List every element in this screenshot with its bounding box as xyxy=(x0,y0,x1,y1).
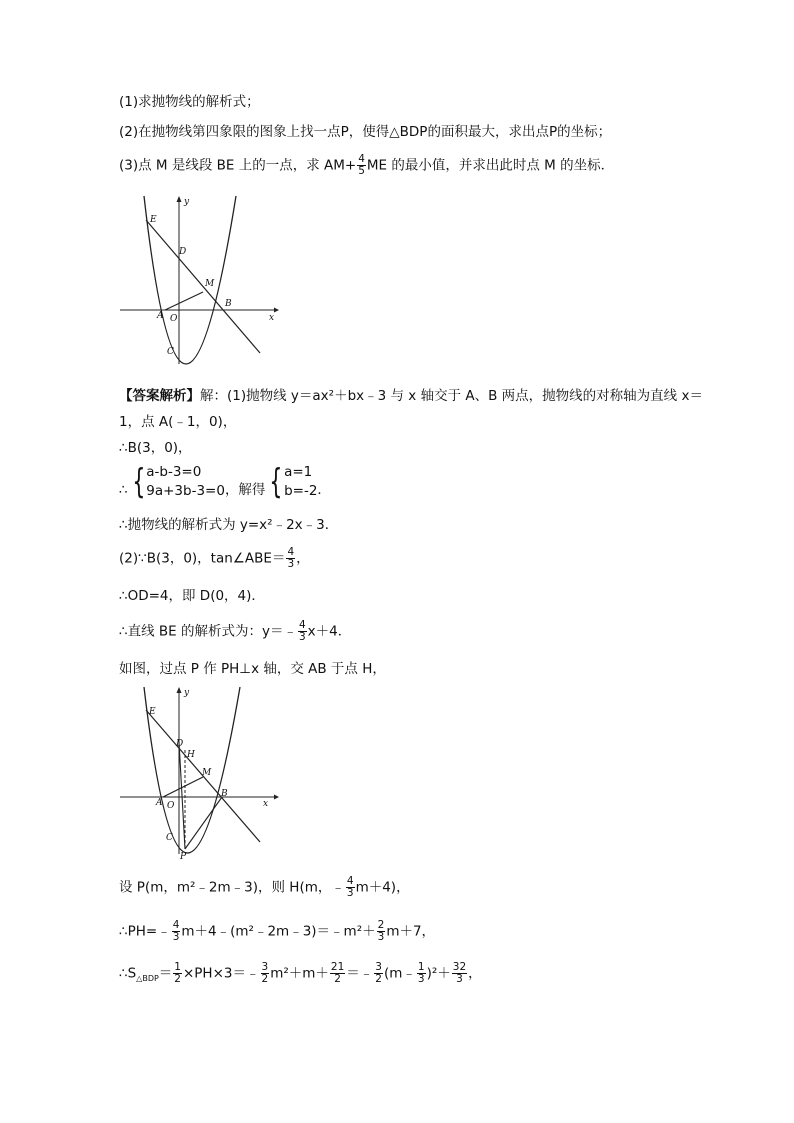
label-A: A xyxy=(157,311,164,321)
fraction-1-3: $\frac{1}{3}$ xyxy=(417,961,425,985)
answer-line-11: ∴PH=﹣ $\frac{4}{3}$ m＋4﹣(m²﹣2m﹣3)＝﹣m²＋ $\frac{2}{3}$ m＋7， xyxy=(119,919,436,943)
answer-line-12: $\therefore S_{\triangle BDP}=$ $\frac{1}{2}$ ×PH×3＝﹣ $\frac{3}{2}$ m²＋m＋ $\frac{21}{2}$ ＝﹣ $\frac{3}{2}$ (m﹣ $\frac{1}{3}$ )²＋ $\frac{32}{3}$ ， xyxy=(119,961,482,985)
answer-line-7: ∴OD=4，即 D(0，4)． xyxy=(119,588,265,604)
fraction-3-2: $\frac{3}{2}$ xyxy=(375,961,382,985)
label-O: O xyxy=(167,801,175,811)
fraction-4-5: $\frac{4}{5}$ xyxy=(358,153,365,177)
label-D: D xyxy=(179,247,187,257)
answer-line-9: 如图，过点 P 作 PH⊥x 轴，交 AB 于点 H， xyxy=(119,661,386,677)
label-A: A xyxy=(156,798,163,808)
brace-2: { xyxy=(269,462,283,502)
answer-line-1 xyxy=(119,386,703,406)
label-B: B xyxy=(225,299,232,309)
answer-system: ∴ { a-b-3=0 9a+3b-3=0 ，解得 { a=1 b=-2 ． xyxy=(119,462,331,502)
fraction-21-2: $\frac{21}{2}$ xyxy=(330,961,345,985)
label-P: P xyxy=(180,852,187,862)
figure-2-parabola-graph xyxy=(118,684,280,864)
answer-line-6: (2)∵B(3，0)，tan∠ABE＝ $\frac{4}{3}$ ， xyxy=(119,546,310,570)
fraction-4-3: $\frac{4}{3}$ xyxy=(172,919,180,943)
label-C: C xyxy=(167,347,174,357)
label-C: C xyxy=(166,833,173,843)
solve-text: ，解得 xyxy=(224,482,266,498)
answer-heading: 【答案解析】 xyxy=(119,388,200,404)
fraction-4-3: $\frac{4}{3}$ xyxy=(287,546,295,570)
label-x: x xyxy=(263,799,269,809)
solution-system: a=1 b=-2 xyxy=(284,464,318,499)
fraction-4-3: $\frac{4}{3}$ xyxy=(298,619,306,643)
label-O: O xyxy=(170,314,178,324)
label-E: E xyxy=(150,215,157,225)
question-2: (2)在抛物线第四象限的图象上找一点P，使得△BDP的面积最大，求出点P的坐标； xyxy=(119,124,612,140)
label-y: y xyxy=(184,688,190,698)
fraction-2-3: $\frac{2}{3}$ xyxy=(377,919,385,943)
figure-1-parabola-graph xyxy=(118,192,280,367)
fraction-3-2: $\frac{3}{2}$ xyxy=(261,961,269,985)
brace-1: { xyxy=(131,462,145,502)
label-x: x xyxy=(269,313,275,323)
question-3-text-b: ME 的最小值，并求出此时点 M 的坐标． xyxy=(366,157,615,174)
therefore-sign: ∴ xyxy=(119,482,128,498)
label-D: D xyxy=(176,739,184,749)
answer-line-5: ∴抛物线的解析式为 y=x²﹣2x﹣3． xyxy=(119,517,339,533)
question-3 xyxy=(119,154,614,177)
label-M: M xyxy=(202,768,212,778)
label-B: B xyxy=(221,789,228,799)
fraction-32-3: $\frac{32}{3}$ xyxy=(452,961,467,985)
answer-line-8: ∴直线 BE 的解析式为：y＝﹣ $\frac{4}{3}$ x＋4． xyxy=(119,619,352,643)
answer-text-1: 解：(1)抛物线 y＝ax²＋bx﹣3 与 x 轴交于 A、B 两点，抛物线的对称轴为直线 x＝ xyxy=(200,388,703,404)
equation-system: a-b-3=0 9a+3b-3=0 xyxy=(146,464,225,499)
answer-line-2: 1，点 A(﹣1，0)， xyxy=(119,414,237,430)
label-E: E xyxy=(149,707,156,717)
fraction-1-2: $\frac{1}{2}$ xyxy=(174,961,181,985)
label-M: M xyxy=(205,279,215,289)
answer-line-3: ∴B(3，0)， xyxy=(119,440,192,456)
fraction-4-3: $\frac{4}{3}$ xyxy=(346,875,354,899)
question-3-text-a: (3)点 M 是线段 BE 上的一点，求 AM+ xyxy=(119,157,357,174)
label-H: H xyxy=(187,750,195,760)
question-1: (1)求抛物线的解析式； xyxy=(119,94,260,110)
label-y: y xyxy=(184,197,190,207)
answer-line-10: 设 P(m，m²﹣2m﹣3)，则 H(m，﹣ $\frac{4}{3}$ m＋4)， xyxy=(119,875,410,899)
